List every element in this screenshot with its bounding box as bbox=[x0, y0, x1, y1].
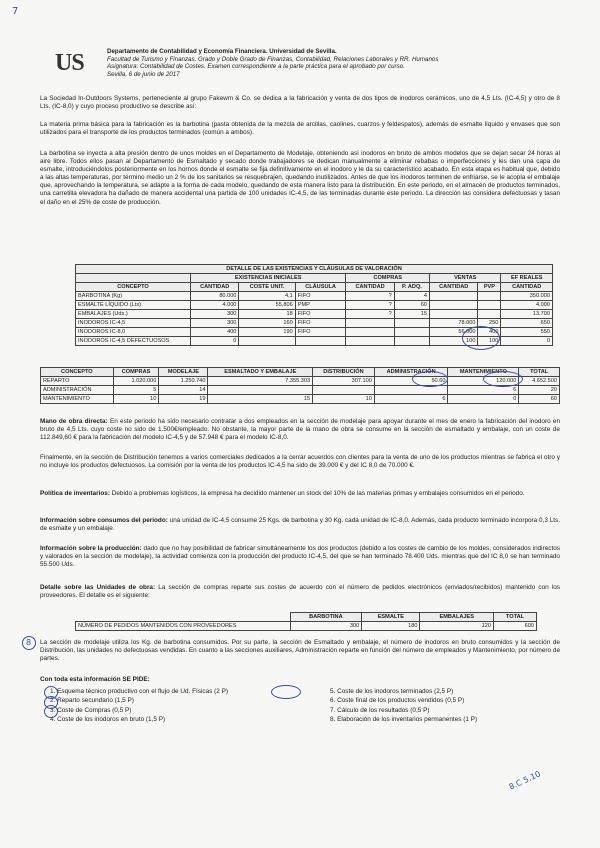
table-cell: INODOROS IC-4,5 bbox=[76, 319, 191, 328]
distribution-paragraph: Finalmente, en la sección de Distribución tenemos a varios comerciales dedicados a la cerrar acuerdos con clientes para la venta de uno de los productos mientras se fabrica el otro y no incluye los productos defectuosos. La comisión por la venta de los productos IC-4,5 ha sido de 39.000 € y del IC 8,0 de 70.000 €. bbox=[40, 454, 560, 470]
orders-table bbox=[75, 612, 537, 631]
list-item: 6. Coste final de los productos vendidos (0,5 P) bbox=[330, 697, 465, 705]
table-cell: FIFO bbox=[295, 319, 346, 328]
orders-header-row bbox=[76, 613, 537, 622]
table-cell: 56.000 bbox=[430, 328, 478, 337]
table-cell: 650 bbox=[501, 319, 553, 328]
stock-header-cell: CANTIDAD bbox=[191, 283, 239, 292]
table-cell: 550 bbox=[501, 328, 553, 337]
table-cell: INODOROS IC-4,5 DEFECTUOSOS bbox=[76, 337, 191, 346]
header-department: Departamento de Contabilidad y Economía Financiera. Universidad de Sevilla. bbox=[107, 48, 337, 55]
table-cell: 13.700 bbox=[501, 310, 553, 319]
table-cell: 350.000 bbox=[501, 292, 553, 301]
table-cell: 6 bbox=[374, 395, 448, 404]
pen-circle-distribution bbox=[412, 371, 448, 387]
table-cell bbox=[430, 292, 478, 301]
orders-header-cell: EMBALAJES bbox=[420, 613, 493, 622]
table-cell: 0 bbox=[191, 337, 239, 346]
labour-paragraph bbox=[40, 418, 560, 442]
table-cell: BARBOTINA (Kg) bbox=[76, 292, 191, 301]
table-cell: ? bbox=[346, 310, 394, 319]
stock-header-cell: CANTIDAD bbox=[346, 283, 394, 292]
work-units-paragraph bbox=[40, 584, 560, 600]
table-cell: 100 bbox=[430, 337, 478, 346]
table-cell: 0 bbox=[448, 395, 519, 404]
table-cell: FIFO bbox=[295, 328, 346, 337]
table-cell: 180 bbox=[362, 622, 420, 631]
handwritten-mark-top: 7 bbox=[12, 6, 19, 17]
stock-header-row bbox=[76, 283, 553, 292]
table-cell: 300 bbox=[290, 622, 362, 631]
cost-header-cell: MODELAJE bbox=[159, 368, 208, 377]
pen-circle-maintenance bbox=[483, 371, 523, 387]
table-row bbox=[41, 377, 560, 386]
table-cell: 4,1 bbox=[239, 292, 295, 301]
stock-group-blank bbox=[76, 274, 191, 283]
inventory-text: Debido a problemas logísticos, la empresa ha decidido mantener un stock del 10% de las materias primas y embalajes consumidos en el periodo. bbox=[111, 490, 525, 497]
labour-title: Mano de obra directa: bbox=[40, 418, 108, 425]
work-units-title: Detalle sobre las Unidades de obra: bbox=[40, 584, 156, 591]
stock-group-sales: VENTAS bbox=[430, 274, 501, 283]
table-cell: 400 bbox=[478, 328, 501, 337]
table-cell: 300 bbox=[191, 310, 239, 319]
table-cell: ADMINISTRACIÓN bbox=[41, 386, 114, 395]
orders-header-cell: BARBOTINA bbox=[290, 613, 362, 622]
list-item: 8. Elaboración de los inventarios permanentes (1 P) bbox=[330, 716, 478, 724]
table-cell bbox=[394, 328, 429, 337]
list-item: 1. Esquema técnico productivo con el flujo de Ud. Físicas (2 P) bbox=[50, 688, 228, 695]
tasks-title: Con toda esta información SE PIDE: bbox=[40, 676, 150, 683]
pen-circle-sales-ic45 bbox=[462, 326, 500, 350]
stock-table-title: DETALLE DE LAS EXISTENCIAS Y CLÁUSULAS DE VALORACIÓN bbox=[76, 265, 553, 274]
table-cell: 160 bbox=[239, 319, 295, 328]
inventory-paragraph bbox=[40, 490, 560, 498]
consumption-title: Información sobre consumos del periodo: bbox=[40, 517, 168, 524]
intro-paragraph-3: La barbotina se inyecta a alta presión dentro de unos moldes en el Departamento de Modelaje, obteniendo así inodoros en bruto de ambos modelos que se dejan secar 24 horas al aire libre. Todos ellos pasan al Departamento de Esmaltado y secado donde trabajadores se dedican manualmente a eliminar rebabas o imperfecciones y les dan una capa de esmalte, introduciéndolos posteriormente en los hornos donde el esmalte se fija definitivamente en el inodoro y le da su característico acabado. En esta etapa es habitual que, debido a las altas temperaturas, por término medio un 2 % de los sanitarios se resquebrajen, quedando inutilizados. Antes de que los inodoros terminen de enfriarse, se le acopla el embalaje que, aprovechando la temperatura, se adapte a la forma de cada modelo, quedando de esta manera listo para la distribución. En este periodo, en el almacén de productos terminados, una carretilla elevadora ha dañado de manera accidental una partida de 100 unidades IC-4,5, de las terminadas durante este periodo. La dirección las considera defectuosas y tasan el daño en el 25% de coste de producción. bbox=[40, 150, 560, 206]
handwritten-corner-note: 8.C 5.10 bbox=[507, 769, 542, 792]
table-cell bbox=[295, 337, 346, 346]
table-cell: 78.000 bbox=[430, 319, 478, 328]
table-cell: 600 bbox=[493, 622, 536, 631]
table-cell: 14 bbox=[159, 386, 208, 395]
table-row bbox=[41, 395, 560, 404]
table-cell: 1.250.740 bbox=[159, 377, 208, 386]
table-cell bbox=[208, 386, 313, 395]
header-subject: Asignatura: Contabilidad de Costes. Examen correspondiente a la parte práctica para el aprobado por curso. bbox=[107, 63, 405, 71]
table-cell bbox=[478, 301, 501, 310]
cost-header-cell: ESMALTADO Y EMBALAJE bbox=[208, 368, 313, 377]
table-cell: 18 bbox=[239, 310, 295, 319]
table-cell bbox=[478, 292, 501, 301]
table-cell: 6 bbox=[448, 386, 519, 395]
pen-circle-points bbox=[271, 685, 301, 699]
table-cell: ESMALTE LÍQUIDO (Lts) bbox=[76, 301, 191, 310]
table-cell: ? bbox=[346, 301, 394, 310]
stock-header-cell: P. ADQ. bbox=[394, 283, 429, 292]
stock-group-purchases: COMPRAS bbox=[346, 274, 430, 283]
table-cell: 400 bbox=[191, 328, 239, 337]
table-cell bbox=[430, 301, 478, 310]
cost-header-cell: DISTRIBUCIÓN bbox=[313, 368, 375, 377]
table-cell: 4.000 bbox=[501, 301, 553, 310]
cost-header-cell: TOTAL bbox=[519, 368, 560, 377]
list-item: 4. Coste de los inodoros en bruto (1,5 P) bbox=[50, 716, 166, 724]
table-cell bbox=[478, 310, 501, 319]
table-cell: REPARTO bbox=[41, 377, 114, 386]
table-cell bbox=[394, 337, 429, 346]
table-row bbox=[41, 386, 560, 395]
intro-paragraph-1: La Sociedad In-Outdoors Systems, perteneciente al grupo Fakewm & Co. se dedica a la fabricación y venta de dos tipos de inodoros cerámicos, uno de 4,5 Lts. (IC-4,5) y otro de 8 Lts. (IC-8,0) y cuyo proceso productivo se describe así: bbox=[40, 95, 560, 111]
tasks-right-list bbox=[330, 687, 560, 725]
table-cell bbox=[430, 310, 478, 319]
table-cell bbox=[346, 337, 394, 346]
table-cell bbox=[346, 328, 394, 337]
table-row bbox=[76, 301, 553, 310]
orders-header-cell bbox=[76, 613, 291, 622]
work-units-text: La sección de compras reparte sus costes de acuerdo con el número de pedidos electrónicos (enviados/recibidos) mantenido con los proveedores. El detalle es el siguiente: bbox=[40, 584, 560, 600]
table-cell: NÚMERO DE PEDIDOS MANTENIDOS CON PROVEEDORES bbox=[76, 622, 291, 631]
table-cell: 5 bbox=[113, 386, 159, 395]
table-cell: 4.652.500 bbox=[519, 377, 560, 386]
table-cell: 1.020.000 bbox=[113, 377, 159, 386]
stock-group-final: EF REALES bbox=[501, 274, 553, 283]
table-cell: 300 bbox=[191, 319, 239, 328]
table-cell: 50.60 bbox=[374, 377, 448, 386]
cost-header-row bbox=[41, 368, 560, 377]
stock-header-cell: CANTIDAD bbox=[430, 283, 478, 292]
list-item: 7. Cálculo de los resultados (0,5 P) bbox=[330, 706, 430, 714]
production-title: Información sobre la producción: bbox=[40, 545, 142, 552]
table-cell: 307.100 bbox=[313, 377, 375, 386]
consumption-text: una unidad de IC-4,5 consume 25 Kgs. de barbotina y 30 Kg. cada unidad de IC-8,0. Además, cada producto terminado incorpora 0,3 Lts. de esmalte y un embalaje. bbox=[40, 517, 560, 533]
table-cell: 120 bbox=[420, 622, 493, 631]
table-cell bbox=[346, 319, 394, 328]
table-cell: 190 bbox=[239, 328, 295, 337]
intro-paragraph-2: La materia prima básica para la fabricación es la barbotina (pasta obtenida de la mezcla de arcillas, caolines, cuarzos y feldespatos), además de esmalte líquido y envases que son utilizados para el transporte de los productos terminados (común a ambos). bbox=[40, 121, 560, 137]
orders-header-cell: TOTAL bbox=[493, 613, 536, 622]
stock-group-initial: EXISTENCIAS INICIALES bbox=[191, 274, 346, 283]
inventory-title: Política de inventarios: bbox=[40, 490, 110, 497]
header-date: Sevilla, 6 de junio de 2017 bbox=[107, 70, 180, 78]
table-row bbox=[76, 292, 553, 301]
cost-header-cell: CONCEPTO bbox=[41, 368, 114, 377]
table-cell bbox=[394, 319, 429, 328]
table-cell: ? bbox=[346, 292, 394, 301]
table-cell: 15 bbox=[394, 310, 429, 319]
table-cell: PMP bbox=[295, 301, 346, 310]
table-cell: 60 bbox=[519, 395, 560, 404]
table-cell: 0 bbox=[501, 337, 553, 346]
table-cell: 10 bbox=[113, 395, 159, 404]
stock-header-cell: COSTE UNIT. bbox=[239, 283, 295, 292]
table-row bbox=[76, 310, 553, 319]
list-item: 3. Coste de Compras (0,5 P) bbox=[50, 706, 132, 714]
table-cell: 100 bbox=[478, 337, 501, 346]
header-lines bbox=[107, 48, 557, 78]
labour-text: En este periodo ha sido necesario contratar a dos empleados en la sección de modelaje para apoyar durante el mes de enero la fabricación del inodoro en bruto de 4,5 Lts. cuyo coste no sido de 1.500€/empleado. No obstante, la mayor parte de la mano de obra se consume en la sección de esmaltado y embalaje, con un coste de 112.849,60 € para la fabricación del modelo IC-4,5 y de 57.948 € para el modelo IC-8,0. bbox=[40, 418, 560, 442]
stock-header-cell: CANTIDAD bbox=[501, 283, 553, 292]
table-cell: 250 bbox=[478, 319, 501, 328]
stock-header-cell: CLÁUSULA bbox=[295, 283, 346, 292]
list-item: 2. Reparto secundario (1,5 P) bbox=[50, 697, 134, 705]
table-cell: 19 bbox=[159, 395, 208, 404]
table-cell: FIFO bbox=[295, 310, 346, 319]
production-text: dado que no hay posibilidad de fabricar simultáneamente los dos productos (debido a los costes de cambio de los moldes, considerados indirectos y valorados en la sección de modelaje), la actividad comienza con la producción del producto IC-4,5, del que se han terminado 78.400 Uds. mientras que del IC 8,0 se han terminado 55.500 Uds. bbox=[40, 545, 561, 569]
table-cell: 7.355.303 bbox=[208, 377, 313, 386]
table-cell: 120.000 bbox=[448, 377, 519, 386]
cost-header-cell: COMPRAS bbox=[113, 368, 159, 377]
table-cell: INODOROS IC-8,0 bbox=[76, 328, 191, 337]
table-cell: 4.000 bbox=[191, 301, 239, 310]
table-cell: FIFO bbox=[295, 292, 346, 301]
production-paragraph bbox=[40, 545, 560, 569]
table-cell: 60 bbox=[394, 301, 429, 310]
table-cell: 15 bbox=[208, 395, 313, 404]
table-cell: 55,806 bbox=[239, 301, 295, 310]
allocation-paragraph: La sección de modelaje utiliza los Kg. de barbotina consumidos. Por su parte, la sección de Esmaltado y embalaje, el número de inodoros en bruto consumidos y la sección de Distribución, las unidades no defectuosas vendidas. En cuanto a las secciones auxiliares, Administración reparte en función del número de empleados y Mantenimiento, por número de partes. bbox=[40, 639, 560, 663]
consumption-paragraph bbox=[40, 517, 560, 533]
table-cell: 10 bbox=[313, 395, 375, 404]
stock-header-cell: CONCEPTO bbox=[76, 283, 191, 292]
stock-header-cell: PVP bbox=[478, 283, 501, 292]
table-row bbox=[76, 622, 537, 631]
handwritten-mark-margin: 8 bbox=[26, 638, 32, 647]
table-cell bbox=[374, 386, 448, 395]
table-cell: MANTENIMIENTO bbox=[41, 395, 114, 404]
university-logo-icon: US bbox=[55, 50, 84, 76]
header-faculty: Facultad de Turismo y Finanzas. Grado y Doble Grado de Finanzas, Contabilidad, Relaciones Laborales y RR. Humanos bbox=[107, 55, 439, 63]
table-cell bbox=[239, 337, 295, 346]
table-cell: 80.000 bbox=[191, 292, 239, 301]
list-item: 5. Coste de los inodoros terminados (2,5 P) bbox=[330, 688, 454, 695]
table-cell: 20 bbox=[519, 386, 560, 395]
table-cell bbox=[313, 386, 375, 395]
table-cell: EMBALAJES (Uds.) bbox=[76, 310, 191, 319]
cost-header-cell: ADMINISTRACIÓN bbox=[374, 368, 448, 377]
orders-header-cell: ESMALTE bbox=[362, 613, 420, 622]
cost-header-cell: MANTENIMIENTO bbox=[448, 368, 519, 377]
table-cell: 4 bbox=[394, 292, 429, 301]
cost-distribution-table bbox=[40, 367, 560, 404]
pen-circle-task-3 bbox=[44, 705, 58, 718]
margin-mark-circle bbox=[22, 636, 36, 650]
